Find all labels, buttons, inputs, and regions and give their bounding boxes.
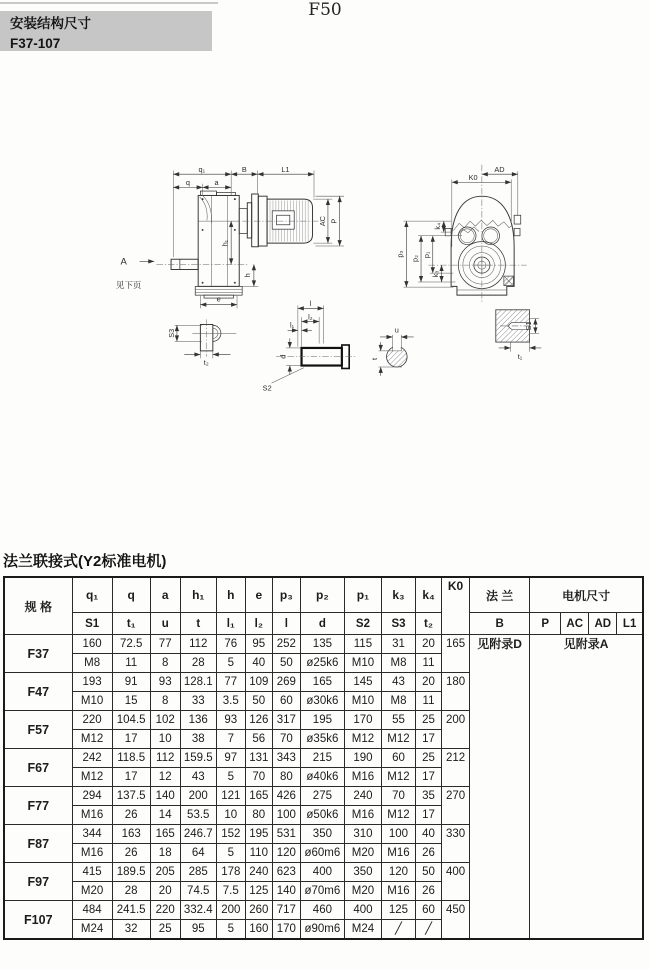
dim-label-t: t [370,357,380,360]
k0-value: 270 [442,787,470,825]
table-cell: 32 [112,920,150,940]
table-cell: ø50k6 [300,806,344,825]
table-cell: 294 [72,787,112,806]
table-cell: 135 [300,635,344,654]
table-cell: 190 [344,749,381,768]
table-cell: 5 [216,844,245,863]
table-cell: M20 [72,882,112,901]
model-F87: F87 [4,825,72,863]
table-cell: 60 [381,749,415,768]
table-cell: 131 [245,749,272,768]
k0-value: 400 [442,863,470,901]
table-cell: 100 [272,806,300,825]
table-cell: 165 [300,673,344,692]
col-subheader: t₂ [416,613,442,635]
section-header [0,11,212,51]
table-cell: ø30k6 [300,692,344,711]
motor-header: 电机尺寸 [530,577,643,613]
table-cell: 25 [416,711,442,730]
table-cell: 317 [272,711,300,730]
table-cell: M16 [72,806,112,825]
k0-value: 165 [442,635,470,673]
table-cell: 252 [272,635,300,654]
table-cell: 165 [150,825,180,844]
table-cell: 56 [245,730,272,749]
table-cell: 195 [300,711,344,730]
table-cell: 275 [300,787,344,806]
table-cell: 72.5 [112,635,150,654]
table-cell: M12 [381,768,415,787]
table-cell: 220 [150,901,180,920]
table-cell: 25 [416,749,442,768]
table-cell: 240 [245,863,272,882]
table-cell: M16 [344,806,381,825]
table-cell: 120 [272,844,300,863]
table-cell: 20 [416,673,442,692]
dim-label-k4: k₄ [433,222,443,230]
table-cell: M8 [381,654,415,673]
col-subheader: S2 [344,613,381,635]
table-cell: 33 [180,692,216,711]
table-cell: M24 [72,920,112,940]
model-F97: F97 [4,863,72,901]
table-cell: 5 [216,920,245,940]
table-cell: M16 [381,882,415,901]
model-F57: F57 [4,711,72,749]
table-cell: 95 [180,920,216,940]
table-cell: 343 [272,749,300,768]
col-header: k₃ [381,577,415,613]
table-cell: 17 [416,806,442,825]
col-header: e [245,577,272,613]
table-cell: 126 [245,711,272,730]
table-cell: 60 [416,901,442,920]
table-cell: 26 [416,882,442,901]
table-cell: 91 [112,673,150,692]
model-F107: F107 [4,901,72,940]
table-cell: 93 [150,673,180,692]
table-cell: 400 [344,901,381,920]
table-cell: 160 [245,920,272,940]
col-subheader: l [272,613,300,635]
table-cell: 195 [245,825,272,844]
table-cell: 240 [344,787,381,806]
table-cell: 110 [245,844,272,863]
table-cell: M12 [381,806,415,825]
dim-label-t2: t₂ [203,357,209,367]
col-subheader: l₂ [245,613,272,635]
table-cell: 3.5 [216,692,245,711]
table-cell: 128.1 [180,673,216,692]
dim-label-k0: K0 [468,173,478,183]
detail-shaft-end [263,299,357,392]
table-cell: 189.5 [112,863,150,882]
model-F37: F37 [4,635,72,673]
table-cell: 125 [381,901,415,920]
table-cell: 26 [112,844,150,863]
table-cell: 332.4 [180,901,216,920]
table-cell: 118.5 [112,749,150,768]
table-cell: 55 [381,711,415,730]
table-cell: 104.5 [112,711,150,730]
table-cell: 7 [216,730,245,749]
table-cell: 70 [272,730,300,749]
table-cell: 25 [150,920,180,940]
dim-label-q: q [185,178,190,188]
dim-label-p2: p₂ [410,255,420,262]
dim-label-s3: S3 [166,328,176,338]
table-cell: 120 [381,863,415,882]
table-cell: M24 [344,920,381,940]
table-cell: M20 [344,882,381,901]
table-cell: 137.5 [112,787,150,806]
model-F77: F77 [4,787,72,825]
table-cell: M12 [381,730,415,749]
table-cell: M12 [72,768,112,787]
table-cell: 193 [72,673,112,692]
table-cell: 136 [180,711,216,730]
dim-label-l2: l₂ [308,312,313,322]
table-cell: 159.5 [180,749,216,768]
table-cell: 11 [112,654,150,673]
table-cell: 12 [150,768,180,787]
table-cell: M12 [72,730,112,749]
col-subheader: t₁ [112,613,150,635]
table-cell: 43 [180,768,216,787]
table-cell: 77 [216,673,245,692]
table-cell: M10 [344,654,381,673]
col-header: q [112,577,150,613]
dim-label-a: a [214,178,219,188]
table-cell: 145 [344,673,381,692]
table-cell: 8 [150,692,180,711]
k0-value: 212 [442,749,470,787]
table-cell: 17 [416,768,442,787]
dimension-table [3,576,644,940]
table-row-F37 [4,635,643,654]
table-cell: 17 [416,730,442,749]
table-cell: 95 [245,635,272,654]
table-cell: M10 [72,692,112,711]
table-cell: 20 [150,882,180,901]
dim-label-k3: k₃ [430,270,440,278]
table-cell: M16 [344,768,381,787]
table-cell: 10 [216,806,245,825]
flange-note: 见附录D [470,635,530,940]
table-cell: 15 [112,692,150,711]
col-header: h [216,577,245,613]
table-cell: ╱ [416,920,442,940]
dim-label-b: B [241,164,247,174]
page-top-rule [0,2,218,4]
col-subheader: l₁ [216,613,245,635]
table-cell: 152 [216,825,245,844]
table-cell: 310 [344,825,381,844]
table-cell: 109 [245,673,272,692]
see-below-label: 见下页 [116,279,142,290]
table-cell: ø35k6 [300,730,344,749]
table-cell: 100 [381,825,415,844]
table-cell: 26 [112,806,150,825]
view-a-label: A [120,256,127,268]
flange-header: 法 兰 [470,577,530,613]
col-header-k0: K0 [442,577,470,635]
table-cell: 260 [245,901,272,920]
model-F47: F47 [4,673,72,711]
side-view [116,165,344,308]
dim-label-t1: t₁ [517,351,523,361]
table-cell: 76 [216,635,245,654]
table-cell: 350 [344,863,381,882]
table-cell: 269 [272,673,300,692]
dim-label-d: d [278,354,288,359]
motor-subheader: AD [589,613,617,635]
table-cell: 11 [416,692,442,711]
table-cell: 170 [344,711,381,730]
section-header-line2: F37-107 [10,36,61,52]
table-cell: 17 [112,730,150,749]
motor-terminal-box [272,211,294,229]
detail-keyway-section [370,326,414,376]
dimension-table-head [4,577,643,635]
col-subheader: S3 [381,613,415,635]
table-cell: 200 [180,787,216,806]
table-cell: 53.5 [180,806,216,825]
col-subheader: t [180,613,216,635]
table-cell: 246.7 [180,825,216,844]
col-subheader: u [150,613,180,635]
table-cell: 623 [272,863,300,882]
dim-label-ad: AD [494,164,505,174]
table-cell: 200 [216,901,245,920]
table-cell: 112 [180,635,216,654]
table-cell: M16 [72,844,112,863]
table-cell: 415 [72,863,112,882]
dim-label-s2: S2 [262,383,272,393]
table-cell: 35 [416,787,442,806]
table-cell: 17 [112,768,150,787]
page-number: F50 [308,0,342,20]
table-cell: 531 [272,825,300,844]
table-cell: 220 [72,711,112,730]
dim-label-u: u [394,325,399,335]
dim-label-ac: AC [318,216,327,227]
table-cell: 11 [416,654,442,673]
dim-label-h: h [243,273,253,278]
table-cell: 178 [216,863,245,882]
motor-subheader: AC [561,613,589,635]
k0-value: 180 [442,673,470,711]
dim-label-p3: p₃ [395,250,405,258]
table-cell: 400 [300,863,344,882]
table-cell: 344 [72,825,112,844]
section-header-line1: 安装结构尺寸 [10,16,91,31]
table-cell: 50 [245,692,272,711]
table-cell: 350 [300,825,344,844]
dim-label-p: P [329,218,339,224]
table-cell: 80 [245,806,272,825]
col-subheader: S1 [72,613,112,635]
table-cell: ø60m6 [300,844,344,863]
table-cell: 717 [272,901,300,920]
table-cell: 5 [216,654,245,673]
col-subheader: d [300,613,344,635]
dim-label-l1-detail: l₁ [289,320,295,330]
table-cell: M8 [381,692,415,711]
table-cell: ø90m6 [300,920,344,940]
table-cell: 163 [112,825,150,844]
table-cell: 50 [416,863,442,882]
col-header: k₄ [416,577,442,613]
motor-subheader: L1 [617,613,643,635]
dim-label-h1: h₁ [220,239,230,247]
table-cell: 10 [150,730,180,749]
table-cell: M20 [344,844,381,863]
col-header: q₁ [72,577,112,613]
table-cell: 14 [150,806,180,825]
table-cell: 28 [112,882,150,901]
table-cell: 285 [180,863,216,882]
table-cell: 460 [300,901,344,920]
table-cell: ╱ [381,920,415,940]
table-cell: 70 [245,768,272,787]
col-header: p₃ [272,577,300,613]
table-cell: 38 [180,730,216,749]
table-cell: 115 [344,635,381,654]
spec-header: 规 格 [4,577,72,635]
dim-label-l1: L1 [281,164,290,174]
table-cell: 165 [245,787,272,806]
table-cell: 80 [272,768,300,787]
table-cell: ø25k6 [300,654,344,673]
col-header: h₁ [180,577,216,613]
table-cell: 7.5 [216,882,245,901]
dimension-table-body [4,635,643,940]
table-cell: 160 [72,635,112,654]
table-cell: 20 [416,635,442,654]
table-title: 法兰联接式(Y2标准电机) [3,553,167,570]
col-header: a [150,577,180,613]
k0-value: 200 [442,711,470,749]
table-cell: 140 [150,787,180,806]
table-cell: 241.5 [112,901,150,920]
table-cell: 40 [245,654,272,673]
dim-label-q1: q₁ [198,164,206,174]
table-cell: 8 [150,654,180,673]
flange-subheader: B [470,613,530,635]
table-cell: M10 [344,692,381,711]
table-cell: 26 [416,844,442,863]
table-cell: 77 [150,635,180,654]
table-cell: 70 [381,787,415,806]
motor-subheader: P [530,613,561,635]
k0-value: 330 [442,825,470,863]
dim-label-e: e [216,294,221,304]
table-cell: 28 [180,654,216,673]
col-header: p₁ [344,577,381,613]
table-cell: 140 [272,882,300,901]
table-cell: 18 [150,844,180,863]
table-cell: 121 [216,787,245,806]
table-cell: 426 [272,787,300,806]
table-cell: ø40k6 [300,768,344,787]
table-cell: 64 [180,844,216,863]
table-cell: 215 [300,749,344,768]
col-header: p₂ [300,577,344,613]
k0-value: 450 [442,901,470,940]
table-cell: 50 [272,654,300,673]
table-cell: 125 [245,882,272,901]
table-cell: 74.5 [180,882,216,901]
model-F67: F67 [4,749,72,787]
technical-drawing [0,150,650,562]
detail-tapped-hole [496,310,541,361]
front-view [396,165,527,303]
table-cell: M12 [344,730,381,749]
table-cell: 170 [272,920,300,940]
table-cell: 102 [150,711,180,730]
table-cell: 43 [381,673,415,692]
table-cell: 97 [216,749,245,768]
table-cell: ø70m6 [300,882,344,901]
dim-label-s1: S1 [524,321,533,331]
motor-note: 见附录A [530,635,643,940]
table-cell: 242 [72,749,112,768]
table-cell: 112 [150,749,180,768]
table-cell: 5 [216,768,245,787]
dim-label-l: l [309,299,312,309]
table-cell: M16 [381,844,415,863]
table-cell: M8 [72,654,112,673]
detail-eyebolt [167,319,236,366]
table-cell: 93 [216,711,245,730]
dim-label-p1: p₁ [422,251,432,259]
table-cell: 205 [150,863,180,882]
table-cell: 40 [416,825,442,844]
table-cell: 484 [72,901,112,920]
table-cell: 31 [381,635,415,654]
table-cell: 60 [272,692,300,711]
